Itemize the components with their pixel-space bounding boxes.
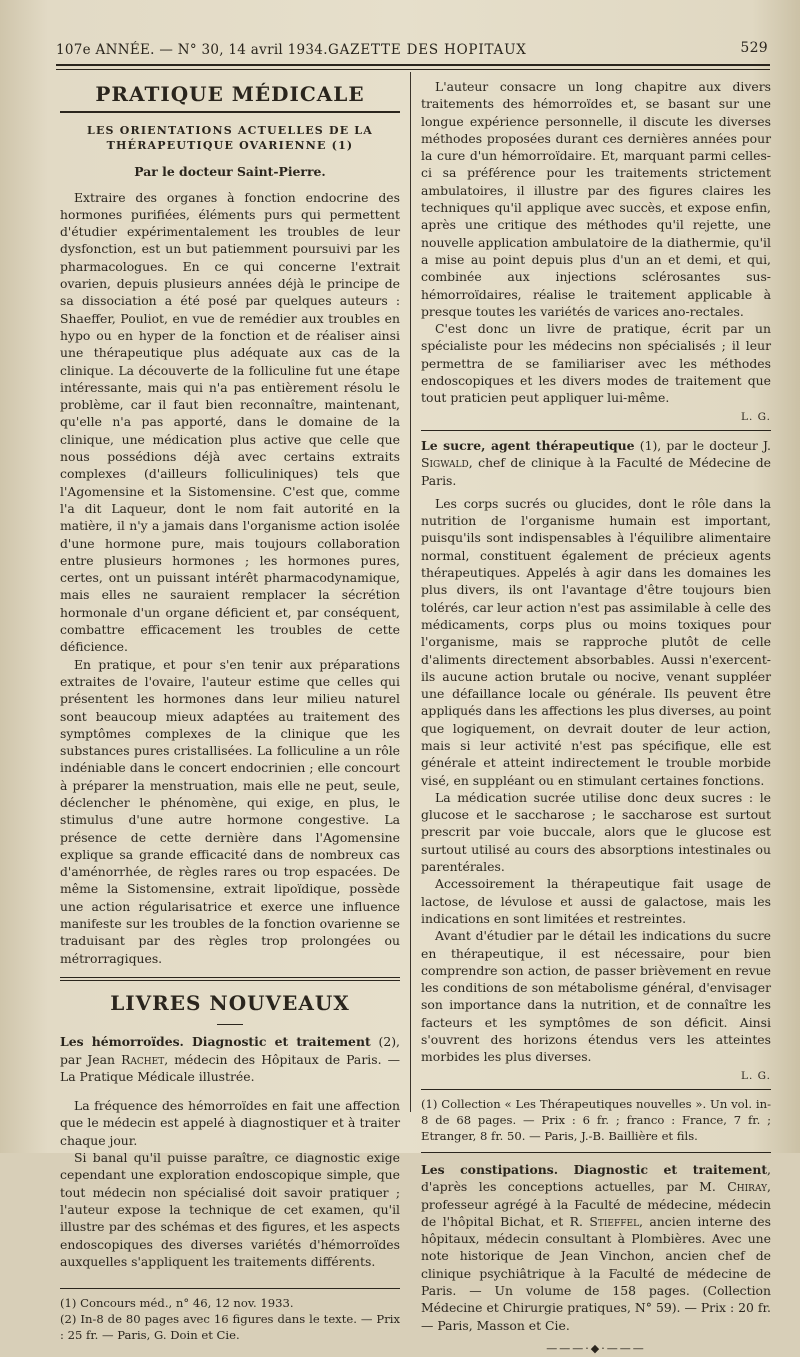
book-entry-heading [421, 1161, 771, 1334]
review-paragraph: La médication sucrée utilise donc deux sucres : le glucose et le saccharose ; le saccharose est surtout prescrit par voie buccale, alors que le glucose est surtout utilisé au cours des absorptions intestinales ou parentérales. [421, 789, 771, 875]
article-paragraph: En pratique, et pour s'en tenir aux préparations extraites de l'ovaire, l'auteur estime que celles qui présentent les hormones dans leur milieu naturel sont beaucoup mieux adaptées au traitement des symptômes complexes de la clinique que les substances pures cristallisées. La folliculine a un rôle indéniable dans le concert endocrinien ; elle concourt à préparer la menstruation, mais elle ne peut, seule, déclencher le phénomène, qui exige, en plus, le stimulus d'une autre hormone congestive. La présence de cette dernière dans l'Agomensine explique sa grande efficacité dans de nombreux cas d'aménorrhée, de règles rares ou trop espacées. De même la Sistomensine, extrait lipoïdique, possède une action régularisatrice et exerce une influence manifeste sur les troubles de la fonction ovarienne se traduisant par des règles trop prolongées ou métrorragiques. [60, 656, 400, 966]
article-paragraph: Extraire des organes à fonction endocrine des hormones purifiées, éléments purs qui permettent d'étudier expérimentalement les troubles de leur dysfonction, est un but patiemment poursuivi par les pharmacologues. En ce qui concerne l'extrait ovarien, depuis plusieurs années déjà le principe de sa dissociation a été posé par quelques auteurs : Shaeffer, Pouliot, en vue de remédier aux troubles en hypo ou en hyper de la fonction et de réaliser ainsi une thérapeutique plus adéquate aux cas de la clinique. La découverte de la folliculine fut une étape intéressante, mais qui n'a pas entièrement résolu le problème, car il faut bien reconnaître, maintenant, qu'elle n'a pas apporté, dans le domaine de la clinique, une médication plus active que celle que nous possédions déjà avec certains extraits complexes (d'ailleurs folliculiniques) tels que l'Agomensine et la Sistomensine. C'est que, comme l'a dit Laqueur, dont le nom fait autorité en la matière, il n'y a jamais dans l'organisme action isolée d'une hormone pure, mais toujours collaboration entre plusieurs hormones ; les hormones pures, certes, ont un puissant intérêt pharmacodynamique, mais elles ne sauraient remplacer la sécrétion hormonale d'un organe déficient et, par conséquent, combattre efficacement les troubles de cette déficience. [60, 189, 400, 655]
book-publisher-info: , médecin des Hôpitaux de Paris. — La Pratique Médicale illustrée. [60, 1051, 400, 1084]
footnote-rule [421, 1089, 771, 1090]
footnote: (1) Concours méd., n° 46, 12 nov. 1933. [60, 1296, 294, 1311]
page-number: 529 [740, 40, 768, 56]
review-paragraph: Si banal qu'il puisse paraître, ce diagnostic exige cependant une exploration endoscopique simple, que tout médecin non spécialisé doit savoir pratiquer ; l'auteur expose la technique de cet examen, qu'il illustre par des schémas et des figures, et les aspects endoscopiques des diverses variétés d'hémorroïdes auxquelles s'appliquent les traitements différents. [60, 1150, 400, 1269]
header-rule [56, 64, 770, 66]
book-title: Les constipations. Diagnostic et traitement [421, 1161, 768, 1177]
end-ornament: ———·◆·——— [546, 1341, 646, 1355]
section-rule [60, 111, 400, 113]
section-divider [60, 977, 400, 981]
footnote-ref: (1), par le docteur J. [639, 437, 771, 453]
footnotes [60, 1295, 400, 1343]
left-column [60, 78, 400, 1343]
article-title: LES ORIENTATIONS ACTUELLES DE LA THÉRAPEUTIQUE OVARIENNE (1) [87, 124, 373, 153]
section-title-livres: LIVRES NOUVEAUX [110, 990, 350, 1015]
book-entry-heading [60, 1033, 400, 1085]
signature: L. G. [741, 410, 771, 423]
footnote-rule [60, 1288, 400, 1289]
footnote: (1) Collection « Les Thérapeutiques nouvelles ». Un vol. in-8 de 68 pages. — Prix : 6 fr. ; franco : France, 7 fr. ; Etranger, 8 fr. 50. — Paris, J.-B. Baillière et fils. [421, 1096, 771, 1143]
book-details: , professeur agrégé à la Faculté de médecine, médecin de l'hôpital Bichat, et R. [421, 1179, 771, 1229]
article-byline: Par le docteur Saint-Pierre. [134, 164, 326, 180]
right-column [421, 78, 771, 1357]
review-paragraph: Accessoirement la thérapeutique fait usage de lactose, de lévulose et aussi de galactose, mais les indications en sont limitées et restreintes. [421, 876, 771, 926]
header-rule-thin [56, 69, 770, 70]
book-author: Chiray [727, 1179, 768, 1195]
review-paragraph: La fréquence des hémorroïdes en fait une affection que le médecin est appelé à diagnostiquer et à traiter chaque jour. [60, 1098, 400, 1148]
review-paragraph: C'est donc un livre de pratique, écrit par un spécialiste pour les médecins non spécialisés ; il leur permettra de se familiariser avec les méthodes endoscopiques et les divers modes de traitement que tout praticien peut appliquer lui-même. [421, 321, 771, 406]
running-header [56, 40, 768, 62]
book-title: Le sucre, agent thérapeutique [421, 437, 635, 453]
book-details: , ancien interne des hôpitaux, médecin consultant à Plombières. Avec une note historique de Jean Vinchon, ancien chef de clinique psychiâtrique à la Faculté de médecine de Paris. — Un volume de 158 pages. (Collection Médecine et Chirurgie pratiques, N° 59). — Prix : 20 fr. — Paris, Masson et Cie. [421, 1213, 771, 1333]
review-paragraph: L'auteur consacre un long chapitre aux divers traitements des hémorroïdes et, se basant sur une longue expérience personnelle, il discute les diverses méthodes proposées durant ces dernières années pour la cure d'un hémorroïdaire. Et, marquant parmi celles-ci sa préférence pour les traitements strictement ambulatoires, il illustre par des figures claires les techniques qu'il applique avec succès, et expose enfin, après une critique des méthodes qu'il rejette, une nouvelle application ambulatoire de la diathermie, qu'il a mise au point depuis plus d'un an et demi, et qui, combinée aux injections sclérosantes sus-hémorroïdaires, réalise le traitement applicable à presque toutes les variétés de varices ano-rectales. [421, 79, 771, 319]
section-title-pratique: PRATIQUE MÉDICALE [95, 82, 365, 106]
book-publisher-info: , chef de clinique à la Faculté de Médecine de Paris. [421, 455, 771, 488]
column-separator [410, 72, 411, 1112]
journal-name: GAZETTE DES HOPITAUX [328, 42, 527, 58]
footnote-ref: (2), par Jean [60, 1034, 400, 1067]
book-title: Les hémorroïdes. Diagnostic et traitement [60, 1034, 371, 1050]
footnotes [421, 1096, 771, 1144]
signature: L. G. [741, 1069, 771, 1082]
book-author: Stieffel [589, 1213, 640, 1229]
review-paragraph: Les corps sucrés ou glucides, dont le rôle dans la nutrition de l'organisme humain est important, puisqu'ils sont indispensables à l'équilibre alimentaire normal, constituent également de précieux agents thérapeutiques. Appelés à agir dans les domaines les plus divers, ils ont l'avantage d'être toujours bien tolérés, car leur action n'est pas assimilable à celle des médicaments, corps plus ou moins toxiques pour l'organisme, mais se rapproche plutôt de celle d'aliments directement absorbables. Aussi n'exercent-ils aucune action brutale ou nocive, venant suppléer une défaillance locale ou générale. Ils peuvent être appliqués dans les affections les plus diverses, au point que logiquement, on devrait douter de leur action, mais si leur activité n'est pas spécifique, elle est générale et atteint indirectement le trouble morbide visé, en suppléant ou en stimulant certaines fonctions. [421, 495, 771, 788]
footnote: (2) In-8 de 80 pages avec 16 figures dans le texte. — Prix : 25 fr. — Paris, G. Doin et Cie. [60, 1312, 400, 1343]
issue-info: 107e ANNÉE. — N° 30, 14 avril 1934. [56, 42, 328, 58]
book-entry-heading [421, 437, 771, 489]
book-author: Rachet [121, 1051, 165, 1067]
book-author: Sigwald [421, 455, 469, 471]
book-details: , d'après les conceptions actuelles, par M. [421, 1161, 771, 1195]
entry-rule [421, 430, 771, 431]
review-paragraph: Avant d'étudier par le détail les indications du sucre en thérapeutique, il est nécessaire, pour bien comprendre son action, de passer brièvement en revue les conditions de son métabolisme général, d'envisager son importance dans la nutrition, et de connaître les facteurs et les symptômes de son déficit. Ainsi s'ouvrent des horizons étendus vers les atteintes morbides les plus diverses. [421, 928, 771, 1065]
short-rule [217, 1024, 243, 1025]
